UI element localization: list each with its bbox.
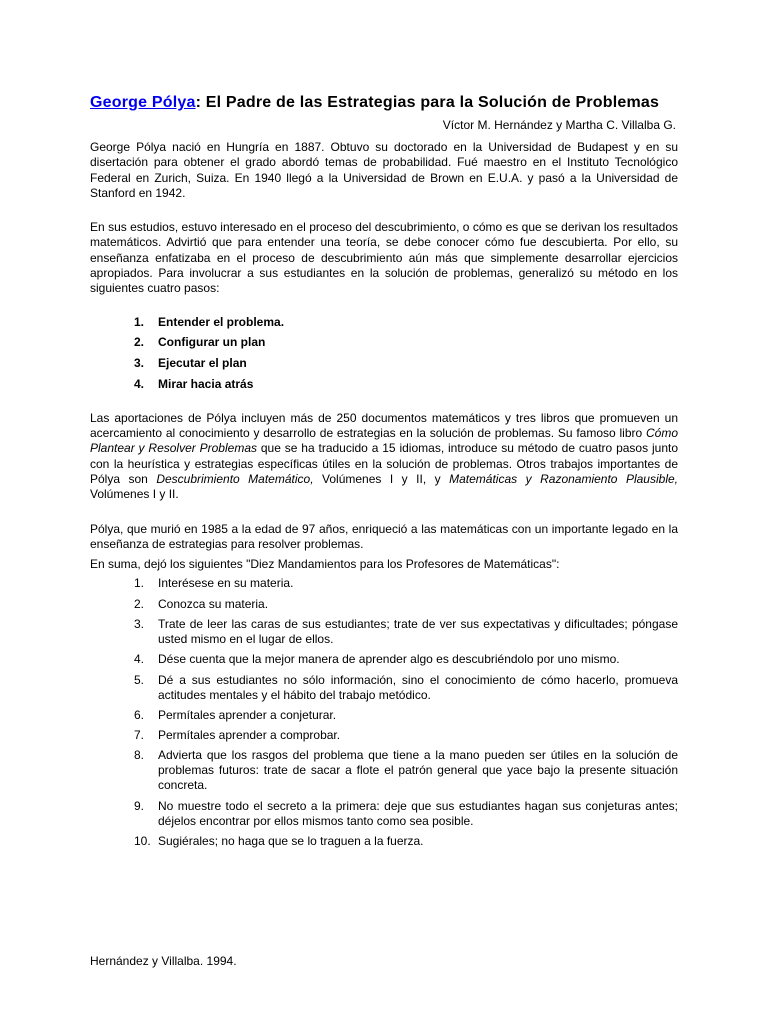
list-item-text: No muestre todo el secreto a la primera: deje que sus estudiantes hagan sus conjeturas antes; déjelos encontrar por ellos mismos tanto como sea posible.	[158, 798, 678, 828]
list-item-number: 8.	[134, 748, 145, 763]
contributions-text-e: Volúmenes I y II, y	[313, 471, 450, 486]
list-item-number: 9.	[134, 798, 145, 813]
paragraph-biography: George Pólya nació en Hungría en 1887. Obtuvo su doctorado en la Universidad de Budapest y en su disertación para obtener el grado abordó temas de probabilidad. Fué maestro en el Instituto Tecnológico Federal en Zurich, Suiza. En 1940 llegó a la Universidad de Brown en E.U.A. y pasó a la Universidad de Stanford en 1942.	[90, 140, 678, 200]
list-item-text: Advierta que los rasgos del problema que tiene a la mano pueden ser útiles en la solución de problemas futuros: trate de sacar a flote el patrón general que yace bajo la presente situación concreta.	[158, 748, 678, 793]
list-item-text: Configurar un plan	[158, 335, 266, 350]
list-item-text: Trate de leer las caras de sus estudiantes; trate de ver sus expectativas y dificultades; póngase usted mismo en el lugar de ellos.	[158, 617, 678, 646]
list-item	[90, 576, 678, 591]
list-item-text: Conozca su materia.	[158, 596, 269, 611]
list-item	[90, 377, 678, 392]
list-item-text: Permítales aprender a conjeturar.	[158, 707, 337, 722]
list-item-number: 1.	[134, 576, 145, 591]
list-item	[90, 315, 678, 330]
list-item-number: 1.	[134, 314, 145, 329]
list-item	[90, 799, 678, 829]
document-title	[90, 92, 678, 113]
list-item-text: Sugiérales; no haga que se lo traguen a la fuerza.	[158, 834, 424, 849]
list-item-number: 4.	[134, 652, 145, 667]
list-item-number: 3.	[134, 356, 145, 371]
paragraph-studies: En sus estudios, estuvo interesado en el proceso del descubrimiento, o cómo es que se derivan los resultados matemáticos. Advirtió que para entender una teoría, se debe conocer cómo fue descubierta. Por ello, su enseñanza enfatizaba en el proceso de descubrimiento aún más que simplemente desarrollar ejercicios apropiados. Para involucrar a sus estudiantes en la solución de problemas, generalizó su método en los siguientes cuatro pasos:	[90, 220, 678, 296]
list-item-text: Dése cuenta que la mejor manera de aprender algo es descubriéndolo por uno mismo.	[158, 652, 620, 667]
list-item-number: 5.	[134, 672, 145, 687]
list-item	[90, 335, 678, 350]
authors-line: Víctor M. Hernández y Martha C. Villalba G.	[442, 118, 676, 132]
list-item	[90, 597, 678, 612]
list-item	[90, 617, 678, 647]
list-item-number: 2.	[134, 596, 145, 611]
title-rest: : El Padre de las Estrategias para la Solución de Problemas	[195, 94, 660, 111]
book-title-como-plantear: Cómo Plantear y Resolver Problemas	[90, 426, 678, 456]
list-item-text: Dé a sus estudiantes no sólo información, sino el conocimiento de cómo hacerlo, promueva actitudes mentales y el hábito del trabajo metódico.	[158, 672, 678, 702]
list-item-number: 6.	[134, 707, 145, 722]
list-item	[90, 834, 678, 849]
list-item-text: Mirar hacia atrás	[158, 376, 254, 391]
contributions-text-c: que se ha traducido a 15 idiomas, introduce su método de cuatro pasos junto con la heurística y estrategias específicas útiles en la solución de problemas. Otros trabajos importantes de Pólya son	[90, 441, 678, 486]
list-item-text: Ejecutar el plan	[158, 356, 247, 371]
book-title-descubrimiento: Descubrimiento Matemático,	[156, 471, 314, 486]
paragraph-ten-commandments-intro: En suma, dejó los siguientes "Diez Mandamientos para los Profesores de Matemáticas":	[90, 557, 560, 572]
list-item	[90, 652, 678, 667]
paragraph-contributions	[90, 411, 678, 503]
list-item-number: 2.	[134, 335, 145, 350]
list-item-number: 3.	[134, 617, 145, 631]
book-title-razonamiento: Matemáticas y Razonamiento Plausible,	[449, 471, 678, 486]
list-item-number: 10.	[134, 834, 151, 849]
list-item-text: Entender el problema.	[158, 314, 285, 329]
ten-commandments-list	[90, 576, 678, 849]
contributions-text-g: Volúmenes I y II.	[90, 487, 179, 502]
list-item	[90, 708, 678, 723]
list-item-number: 4.	[134, 376, 145, 391]
paragraph-legacy: Pólya, que murió en 1985 a la edad de 97 años, enriqueció a las matemáticas con un importante legado en la enseñanza de estrategias para resolver problemas.	[90, 521, 678, 551]
list-item-text: Interésese en su materia.	[158, 576, 294, 591]
citation-footer: Hernández y Villalba. 1994.	[90, 954, 237, 968]
list-item	[90, 673, 678, 703]
list-item	[90, 356, 678, 371]
list-item	[90, 748, 678, 793]
list-item	[90, 728, 678, 743]
four-steps-list	[90, 315, 678, 392]
list-item-number: 7.	[134, 728, 145, 743]
contributions-text-a: Las aportaciones de Pólya incluyen más de 250 documentos matemáticos y tres libros que promueven un acercamiento al conocimiento y desarrollo de estrategias en la solución de problemas. Su famoso libro	[90, 410, 678, 441]
list-item-text: Permítales aprender a comprobar.	[158, 728, 341, 743]
george-polya-link[interactable]: George Pólya	[90, 94, 196, 111]
